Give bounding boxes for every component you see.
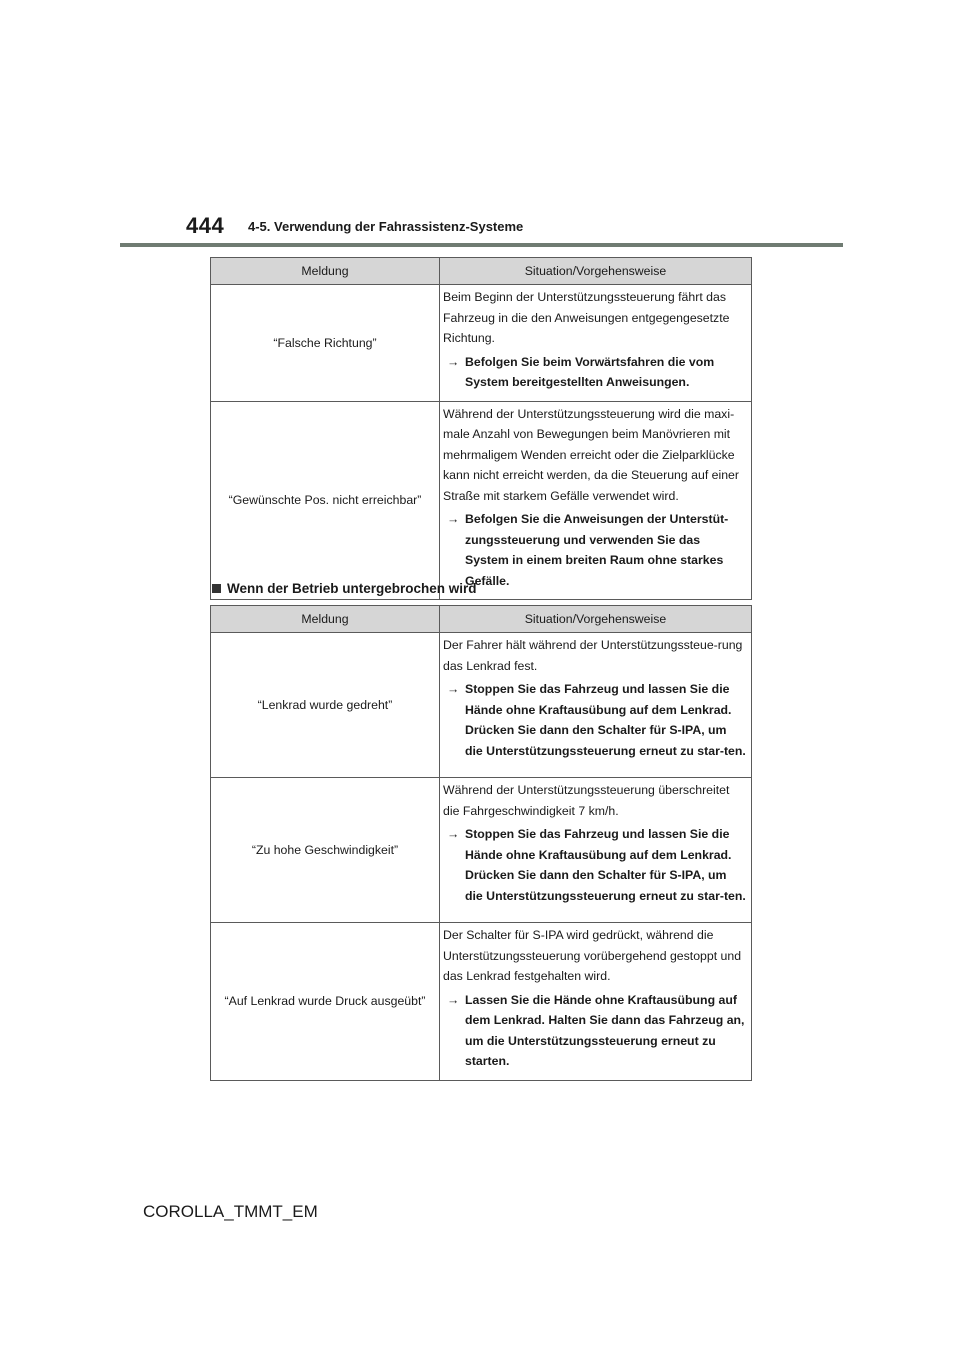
- action-text: Lassen Sie die Hände ohne Kraftausübung auf dem Lenkrad. Halten Sie dann das Fahrzeug an, um die Unterstützungssteuerung erneut zu starten.: [465, 992, 745, 1068]
- table-row: [211, 778, 752, 923]
- section-subheading: [212, 581, 477, 596]
- arrow-icon: →: [447, 682, 460, 696]
- table-row: [211, 633, 752, 778]
- arrow-icon: →: [447, 354, 460, 369]
- situation-cell: [440, 401, 752, 600]
- column-header-message: Meldung: [211, 606, 440, 633]
- document-footer-code: COROLLA_TMMT_EM: [143, 1202, 318, 1221]
- page-number: 444: [186, 213, 225, 238]
- action-item: [443, 824, 746, 906]
- message-cell: “Auf Lenkrad wurde Druck ausgeübt”: [211, 923, 440, 1081]
- subheading-text: Wenn der Betrieb untergebrochen wird: [227, 581, 477, 596]
- section-title: 4-5. Verwendung der Fahrassistenz-Systeme: [248, 219, 524, 234]
- situation-text: Der Schalter für S-IPA wird gedrückt, während die Unterstützungssteuerung vorübergehend gestoppt und das Lenkrad festgehalten wird.: [443, 928, 742, 983]
- situation-text: Während der Unterstützungssteuerung überschreitet die Fahrgeschwindigkeit 7 km/h.: [443, 783, 730, 818]
- message-table-1: [210, 257, 752, 600]
- situation-cell: [440, 633, 752, 778]
- action-text: Befolgen Sie die Anweisungen der Unterstüt-zungssteuerung und verwenden Sie das System in einem breiten Raum ohne starkes Gefälle.: [465, 512, 729, 588]
- action-text: Stoppen Sie das Fahrzeug und lassen Sie die Hände ohne Kraftausübung auf dem Lenkrad. Drücken Sie dann den Schalter für S-IPA, um die Unterstützungssteuerung erneut zu star-ten.: [465, 827, 746, 903]
- table-header-row: [211, 258, 752, 285]
- message-cell: “Gewünschte Pos. nicht erreichbar”: [211, 401, 440, 600]
- action-item: [443, 509, 746, 591]
- table-row: [211, 285, 752, 402]
- action-item: [443, 352, 746, 393]
- situation-text: Beim Beginn der Unterstützungssteuerung fährt das Fahrzeug in die den Anweisungen entgegengesetzte Richtung.: [443, 290, 730, 345]
- message-cell: “Lenkrad wurde gedreht”: [211, 633, 440, 778]
- arrow-icon: →: [447, 512, 460, 526]
- header-divider: [120, 243, 843, 247]
- arrow-icon: →: [447, 992, 460, 1007]
- column-header-situation: Situation/Vorgehensweise: [440, 258, 752, 285]
- situation-cell: [440, 778, 752, 923]
- square-bullet-icon: [212, 584, 221, 593]
- message-cell: “Falsche Richtung”: [211, 285, 440, 402]
- situation-text: Während der Unterstützungssteuerung wird die maxi-male Anzahl von Bewegungen beim Manövrieren mit mehrmaligem Wenden erreicht oder die Zielparklücke kann nicht erreicht werden, da die Steuerung auf einer Straße mit starkem Gefälle verwendet wird.: [443, 406, 739, 503]
- action-item: [443, 990, 746, 1072]
- action-text: Befolgen Sie beim Vorwärtsfahren die vom System bereitgestellten Anweisungen.: [465, 354, 715, 389]
- table-header-row: [211, 606, 752, 633]
- situation-cell: [440, 923, 752, 1081]
- column-header-message: Meldung: [211, 258, 440, 285]
- arrow-icon: →: [447, 827, 460, 841]
- column-header-situation: Situation/Vorgehensweise: [440, 606, 752, 633]
- table-row: [211, 401, 752, 600]
- situation-cell: [440, 285, 752, 402]
- situation-text: Der Fahrer hält während der Unterstützungssteue-rung das Lenkrad fest.: [443, 638, 743, 673]
- table-row: [211, 923, 752, 1081]
- action-item: [443, 679, 746, 761]
- action-text: Stoppen Sie das Fahrzeug und lassen Sie die Hände ohne Kraftausübung auf dem Lenkrad. Drücken Sie dann den Schalter für S-IPA, um die Unterstützungssteuerung erneut zu star-ten.: [465, 682, 746, 758]
- message-table-2: [210, 605, 752, 1081]
- message-cell: “Zu hohe Geschwindigkeit”: [211, 778, 440, 923]
